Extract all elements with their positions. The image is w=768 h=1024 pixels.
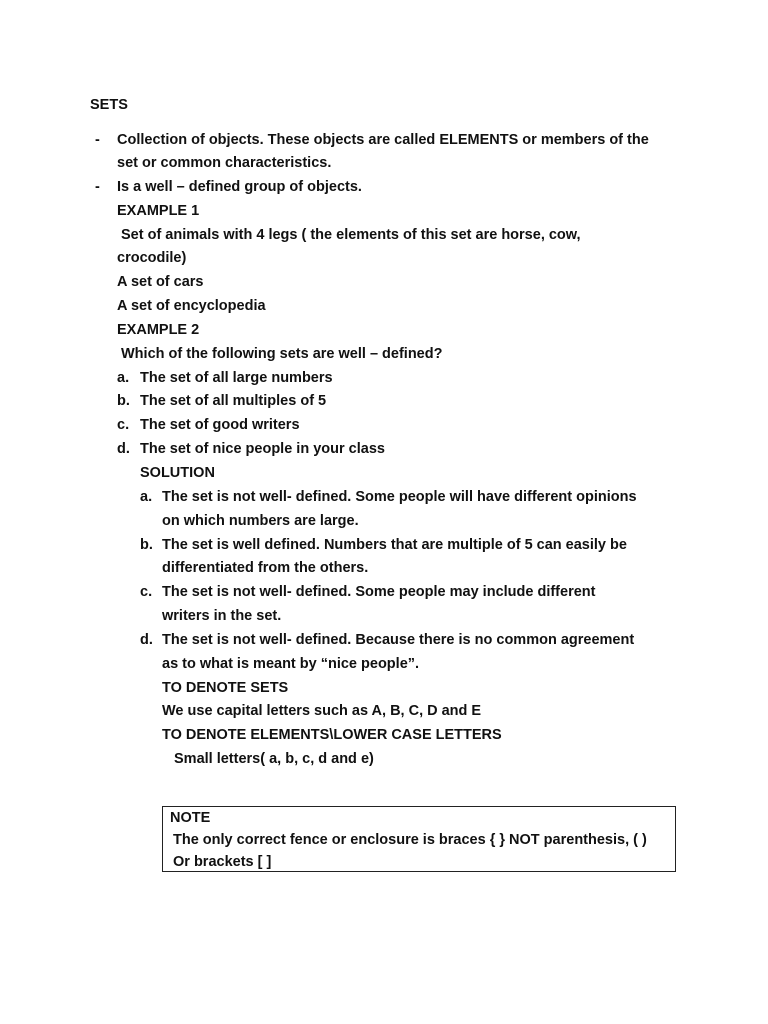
bullet-text-line: Collection of objects. These objects are called ELEMENTS or members of the — [117, 132, 649, 148]
note-line: The only correct fence or enclosure is braces { } NOT parenthesis, ( ) — [173, 832, 647, 848]
example-line: A set of encyclopedia — [117, 298, 266, 314]
solution-line: The set is not well- defined. Because there is no common agreement — [162, 632, 635, 648]
option-text: The set of all multiples of 5 — [140, 393, 327, 409]
page-title: SETS — [90, 97, 128, 113]
solution-line: on which numbers are large. — [162, 513, 359, 529]
option-text: The set of all large numbers — [140, 370, 333, 386]
solution-marker: a. — [140, 489, 153, 505]
option-marker: a. — [117, 370, 130, 386]
note-heading: NOTE — [170, 810, 211, 826]
solution-line: The set is well defined. Numbers that are multiple of 5 can easily be — [162, 537, 627, 553]
solution-heading: SOLUTION — [140, 465, 215, 481]
bullet-marker: - — [95, 132, 100, 148]
example-heading: EXAMPLE 2 — [117, 322, 200, 338]
option-marker: d. — [117, 441, 130, 457]
bullet-text-line: set or common characteristics. — [117, 155, 332, 171]
denote-sets-text: We use capital letters such as A, B, C, D and E — [162, 703, 482, 719]
bullet-marker: - — [95, 179, 100, 195]
solution-marker: c. — [140, 584, 153, 600]
solution-line: as to what is meant by “nice people”. — [162, 656, 420, 672]
denote-elements-text: Small letters( a, b, c, d and e) — [174, 751, 374, 767]
example-line: crocodile) — [117, 250, 187, 266]
solution-line: differentiated from the others. — [162, 560, 369, 576]
example-line: Set of animals with 4 legs ( the elements of this set are horse, cow, — [121, 227, 581, 243]
solution-marker: d. — [140, 632, 153, 648]
solution-line: The set is not well- defined. Some people will have different opinions — [162, 489, 637, 505]
example-heading: EXAMPLE 1 — [117, 203, 200, 219]
solution-line: writers in the set. — [162, 608, 282, 624]
example-question: Which of the following sets are well – defined? — [121, 346, 443, 362]
denote-sets-heading: TO DENOTE SETS — [162, 680, 289, 696]
solution-line: The set is not well- defined. Some people may include different — [162, 584, 596, 600]
option-text: The set of good writers — [140, 417, 300, 433]
option-text: The set of nice people in your class — [140, 441, 385, 457]
note-line: Or brackets [ ] — [173, 854, 272, 870]
example-line: A set of cars — [117, 274, 204, 290]
option-marker: b. — [117, 393, 130, 409]
denote-elements-heading: TO DENOTE ELEMENTS\LOWER CASE LETTERS — [162, 727, 502, 743]
bullet-text-line: Is a well – defined group of objects. — [117, 179, 362, 195]
solution-marker: b. — [140, 537, 153, 553]
option-marker: c. — [117, 417, 130, 433]
